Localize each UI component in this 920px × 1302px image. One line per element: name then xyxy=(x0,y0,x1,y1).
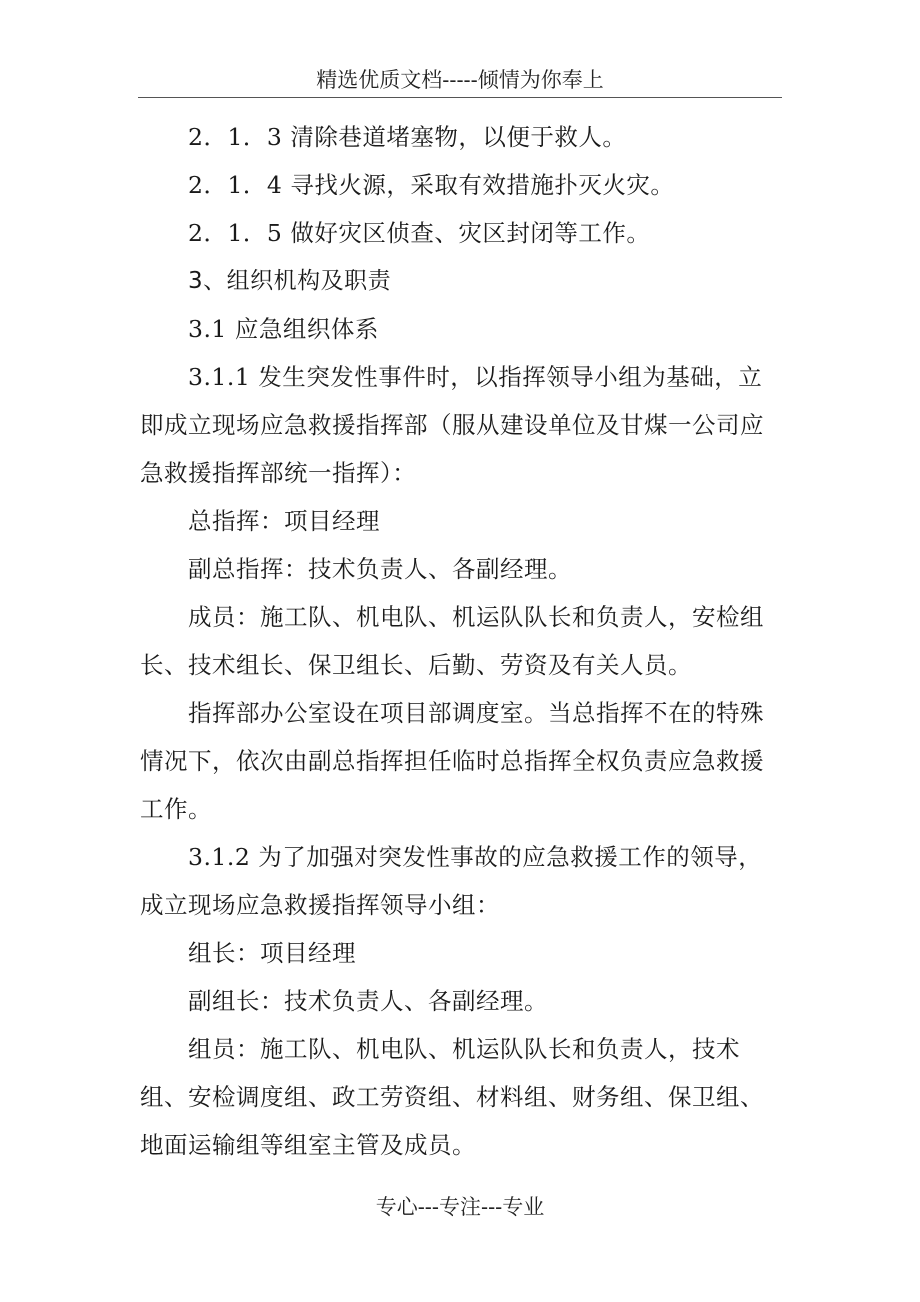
paragraph-team-members: 组员：施工队、机电队、机运队队长和负责人，技术组、安检调度组、政工劳资组、材料组、财务组、保卫组、地面运输组等组室主管及成员。 xyxy=(140,1035,764,1159)
paragraph-2-1-3: 2．1．3 清除巷道堵塞物，以便于救人。 xyxy=(188,123,627,151)
section-heading-3: 3、组织机构及职责 xyxy=(188,268,392,294)
paragraph-3-1-2: 3.1.2 为了加强对突发性事故的应急救援工作的领导，成立现场应急救援指挥领导小组： xyxy=(140,843,763,919)
paragraph-2-1-4: 2．1．4 寻找火源，采取有效措施扑灭火灾。 xyxy=(188,171,675,199)
paragraph-commander: 总指挥：项目经理 xyxy=(188,507,380,535)
header-divider xyxy=(138,97,782,98)
paragraph-office: 指挥部办公室设在项目部调度室。当总指挥不在的特殊情况下，依次由副总指挥担任临时总指挥全权负责应急救援工作。 xyxy=(140,699,764,823)
paragraph-3-1-1: 3.1.1 发生突发性事件时，以指挥领导小组为基础，立即成立现场应急救援指挥部（服从建设单位及甘煤一公司应急救援指挥部统一指挥）： xyxy=(140,363,764,487)
page-header: 精选优质文档-----倾情为你奉上 xyxy=(316,68,604,92)
paragraph-team-leader: 组长：项目经理 xyxy=(188,939,356,967)
paragraph-members: 成员：施工队、机电队、机运队队长和负责人，安检组长、技术组长、保卫组长、后勤、劳资及有关人员。 xyxy=(140,603,764,679)
page-footer: 专心---专注---专业 xyxy=(375,1195,545,1219)
paragraph-deputy-commander: 副总指挥：技术负责人、各副经理。 xyxy=(188,555,572,583)
paragraph-deputy-leader: 副组长：技术负责人、各副经理。 xyxy=(188,987,548,1015)
document-body xyxy=(140,113,784,1169)
paragraph-2-1-5: 2．1．5 做好灾区侦查、灾区封闭等工作。 xyxy=(188,219,651,247)
subsection-heading-3-1: 3.1 应急组织体系 xyxy=(188,315,379,343)
